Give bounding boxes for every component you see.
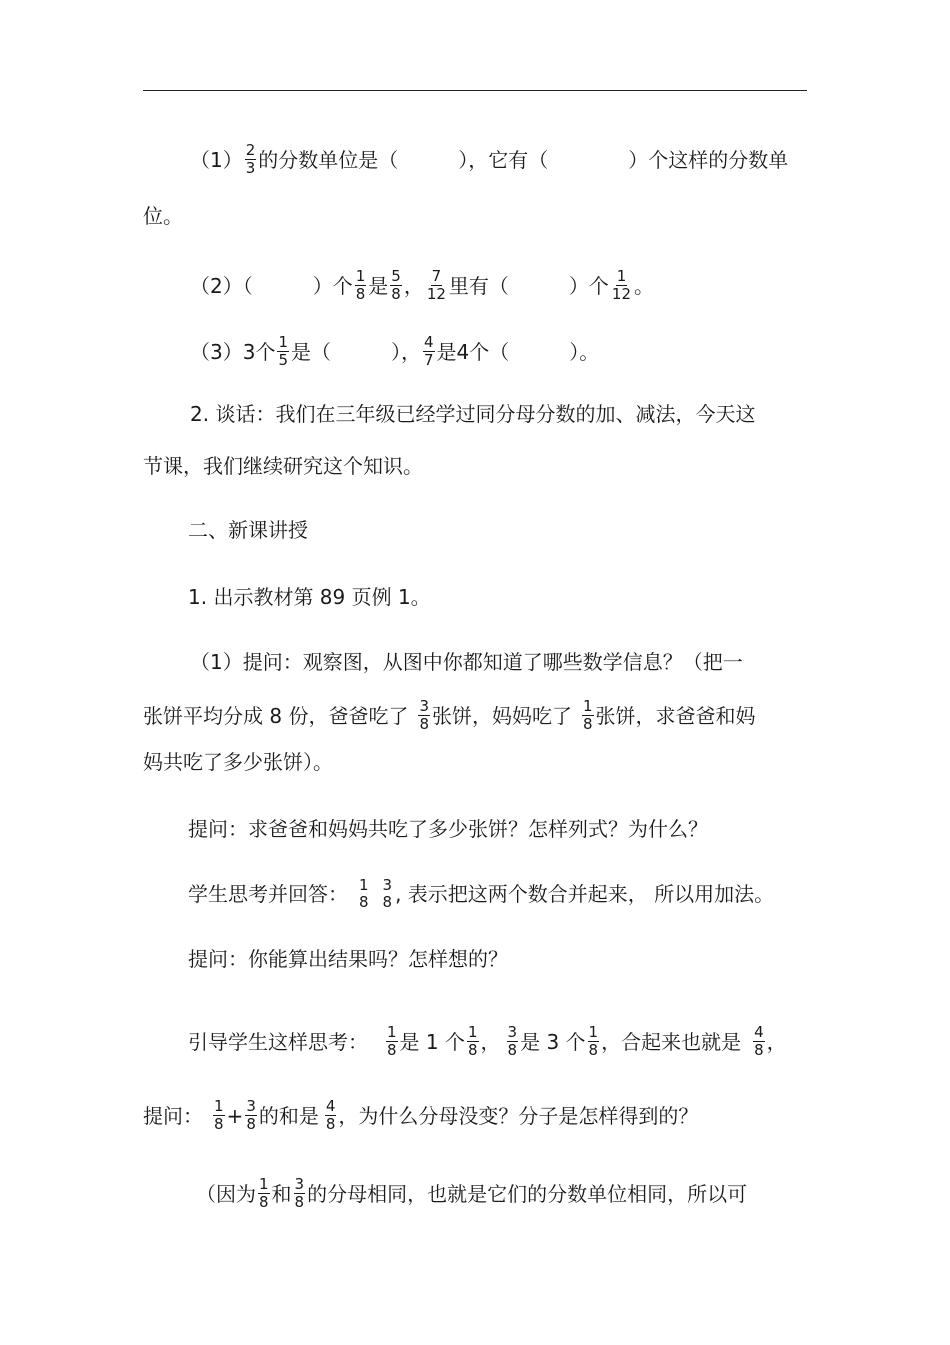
ask-3: 提问：你能算出结果吗？怎样想的？ — [188, 947, 508, 971]
q2-prefix: （2）（ ）个 — [190, 273, 353, 298]
talk-line-1: 2. 谈话：我们在三年级已经学过同分母分数的加、减法，今天这 — [190, 402, 756, 426]
question-1-continued: 位。 — [143, 204, 183, 228]
fraction: $\frac{4}{8}$ — [754, 1023, 764, 1059]
q3-prefix: （3）3个 — [190, 339, 276, 364]
fraction: $\frac{4}{8}$ — [325, 1097, 336, 1133]
q2-text: 。 — [634, 273, 655, 298]
fraction: $\frac{3}{8}$ — [246, 1097, 256, 1133]
question-1 — [190, 142, 788, 177]
header-rule — [143, 90, 807, 91]
q2-text: 是 — [368, 273, 389, 298]
fraction: $\frac{7}{12}$ — [426, 267, 446, 303]
fraction: $\frac{1}{8}$ — [468, 1023, 478, 1059]
fraction: 3 8 — [382, 876, 393, 911]
ask-1-line-1: （1）提问：观察图，从图中你都知道了哪些数学信息？（把一 — [190, 650, 743, 674]
question-2 — [190, 268, 654, 303]
fraction: $\frac{1}{5}$ — [278, 333, 288, 369]
fraction: $\frac{1}{8}$ — [387, 1023, 397, 1059]
fraction: $\frac{1}{8}$ — [588, 1023, 599, 1059]
fraction: $\frac{1}{8}$ — [259, 1175, 269, 1211]
fraction: $\frac{4}{7}$ — [424, 333, 434, 369]
fraction: $\frac{3}{8}$ — [294, 1175, 305, 1211]
ask-4: 提问： $\frac{1}{8}$ + $\frac{3}{8}$ 的和是 $\frac{4}{8}$ ，为什么分母没变？分子是怎样得到的？ — [143, 1097, 699, 1133]
fraction: $\frac{2}{3}$ — [245, 141, 256, 177]
fraction: $\frac{1}{8}$ — [355, 267, 366, 303]
student-answer: 学生思考并回答： 1 8 3 8 , 表示把这两个数合并起来， 所以用加法。 — [188, 876, 775, 911]
guide-line: 引导学生这样思考： $\frac{1}{8}$ 是 1 个 $\frac{1}{8}$ ， $\frac{3}{8}$ 是 3 个 $\frac{1}{8}$ ，合起来也就是 $\frac{4}{8}$ ， — [188, 1023, 787, 1059]
section-title: 二、新课讲授 — [188, 518, 308, 542]
fraction: $\frac{3}{8}$ — [419, 697, 429, 733]
fraction: $\frac{1}{12}$ — [611, 267, 632, 303]
q2-text: ， — [403, 273, 424, 298]
fraction: $\frac{3}{8}$ — [507, 1023, 518, 1059]
fraction: $\frac{5}{8}$ — [391, 267, 401, 303]
talk-line-2: 节课，我们继续研究这个知识。 — [143, 454, 423, 478]
step-1: 1. 出示教材第 89 页例 1。 — [188, 585, 431, 609]
q3-text: 是（ ）， — [291, 339, 421, 364]
question-3 — [190, 334, 599, 369]
ask-1-line-3: 妈共吃了多少张饼）。 — [143, 750, 333, 774]
q3-text: 是4个（ ）。 — [436, 339, 600, 364]
fraction: $\frac{1}{8}$ — [214, 1097, 224, 1133]
because-line: （因为 $\frac{1}{8}$ 和 $\frac{3}{8}$ 的分母相同，也就是它们的分数单位相同，所以可 — [196, 1175, 748, 1211]
ask-1-line-2: 张饼平均分成 8 份，爸爸吃了 $\frac{3}{8}$ 张饼，妈妈吃了 $\frac{1}{8}$ 张饼，求爸爸和妈 — [143, 697, 756, 733]
q1-text: 的分数单位是（ ），它有（ ）个这样的分数单 — [258, 147, 789, 172]
fraction: 1 8 — [359, 876, 369, 911]
fraction: $\frac{1}{8}$ — [583, 697, 593, 733]
q2-text: 里有（ ）个 — [448, 273, 609, 298]
q1-prefix: （1） — [190, 147, 243, 172]
ask-2: 提问：求爸爸和妈妈共吃了多少张饼？怎样列式？为什么？ — [188, 817, 708, 841]
